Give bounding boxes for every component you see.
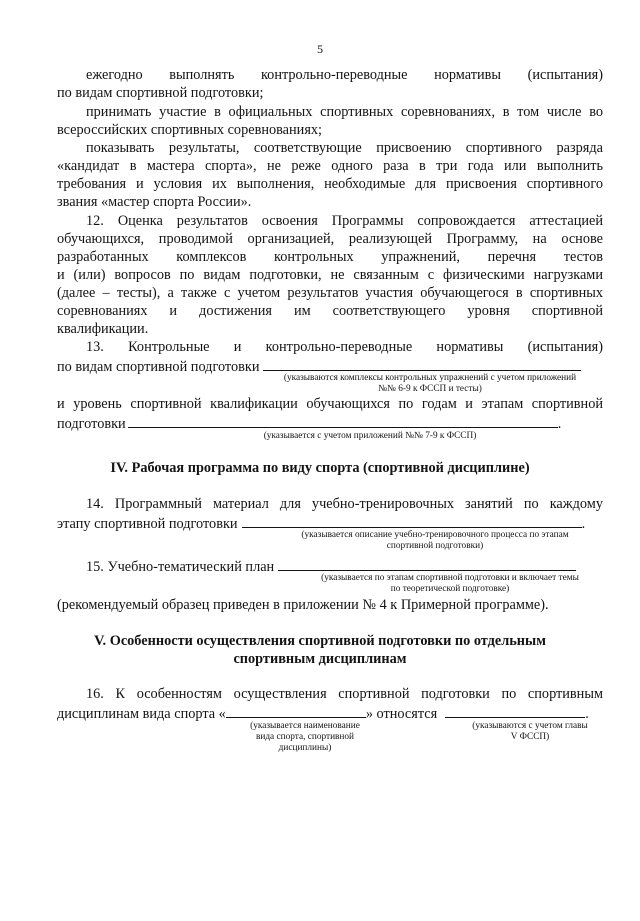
field-note: (указываются комплексы контрольных упражнений с учетом приложений — [283, 373, 577, 383]
text-line: (далее – тесты), а также с учетом результатов участия обучающегося в спортивных — [57, 285, 603, 301]
field-note: (указывается наименование — [250, 721, 360, 731]
text-line: и (или) вопросов по видам подготовки, не связанным с физическими нагрузками — [57, 267, 603, 283]
text-line: требования и условия их выполнения, необходимые для присвоения спортивного — [57, 176, 603, 192]
text-line: обучающихся, проводимой организацией, реализующей Программу, на основе — [57, 231, 603, 247]
field-note: №№ 6-9 к ФССП и тесты) — [378, 384, 482, 394]
text-line: 12. Оценка результатов освоения Программы сопровождается аттестацией — [86, 213, 603, 229]
text-line: 14. Программный материал для учебно-тренировочных занятий по каждому — [86, 496, 603, 512]
period: . — [585, 706, 589, 722]
section-heading: IV. Рабочая программа по виду спорта (спортивной дисциплине) — [110, 460, 530, 476]
text-line: всероссийских спортивных соревнованиях; — [57, 122, 323, 138]
field-note: по теоретической подготовке) — [390, 584, 510, 594]
text-segment: 15. Учебно-тематический план — [86, 559, 275, 575]
fill-blank[interactable] — [242, 514, 582, 528]
field-note: вида спорта, спортивной — [255, 732, 355, 742]
fill-blank[interactable] — [263, 357, 581, 371]
text-segment: дисциплинам вида спорта « — [57, 706, 226, 722]
text-line: звания «мастер спорта России». — [57, 194, 252, 210]
text-line: соревнованиях и достижения им соответствующего уровня спортивной — [57, 303, 603, 319]
section-heading: V. Особенности осуществления спортивной подготовки по отдельным — [94, 633, 546, 649]
text-segment: подготовки — [57, 416, 126, 432]
text-line: показывать результаты, соответствующие присвоению спортивного разряда — [86, 140, 603, 156]
text-segment: по видам спортивной подготовки — [57, 359, 260, 375]
fill-blank[interactable] — [226, 704, 366, 718]
text-line: ежегодно выполнять контрольно-переводные нормативы (испытания) — [86, 67, 603, 83]
text-line: (рекомендуемый образец приведен в приложении № 4 к Примерной программе). — [57, 597, 549, 613]
text-line: 13. Контрольные и контрольно-переводные нормативы (испытания) — [86, 339, 603, 355]
field-note: (указывается описание учебно-тренировочного процесса по этапам — [301, 530, 569, 540]
field-note: V ФССП) — [510, 732, 550, 742]
period: . — [581, 516, 586, 532]
text-line: принимать участие в официальных спортивных соревнованиях, в том числе во — [86, 104, 603, 120]
text-line: «кандидат в мастера спорта», не реже одного раза в три года или выполнить — [57, 158, 603, 174]
text-line: 16. К особенностям осуществления спортивной подготовки по спортивным — [86, 686, 603, 702]
field-note: (указывается по этапам спортивной подготовки и включает темы — [321, 573, 579, 583]
field-note: дисциплины) — [278, 743, 332, 753]
field-note: спортивной подготовки) — [386, 541, 484, 551]
period: . — [557, 416, 562, 432]
section-heading: спортивным дисциплинам — [233, 651, 407, 667]
text-line: квалификации. — [57, 321, 149, 337]
text-line: по видам спортивной подготовки; — [57, 85, 264, 101]
page-number: 5 — [317, 42, 323, 56]
text-segment: этапу спортивной подготовки — [57, 516, 238, 532]
text-line: и уровень спортивной квалификации обучающихся по годам и этапам спортивной — [57, 396, 603, 412]
text-segment: » относятся — [365, 706, 438, 722]
field-note: (указывается с учетом приложений №№ 7-9 к ФССП) — [263, 431, 477, 441]
field-note: (указываются с учетом главы — [472, 721, 588, 731]
fill-blank[interactable] — [278, 557, 576, 571]
fill-blank[interactable] — [445, 704, 585, 718]
text-line: разработанных комплексов контрольных упражнений, перечня тестов — [57, 249, 603, 265]
fill-blank[interactable] — [128, 414, 558, 428]
